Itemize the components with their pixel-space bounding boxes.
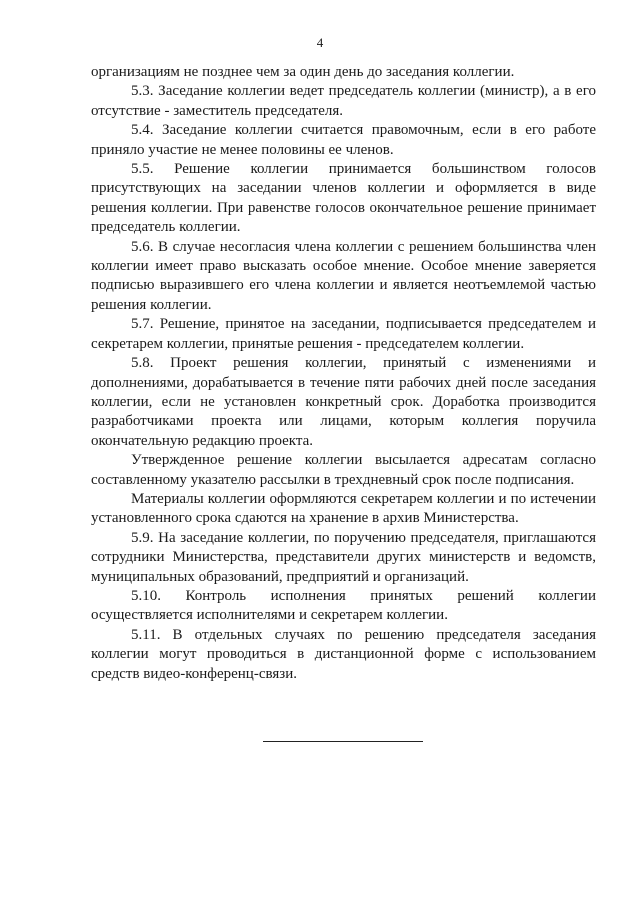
paragraph-5-3: 5.3. Заседание коллегии ведет председатель коллегии (министр), а в его отсутствие - заместитель председателя.	[91, 83, 596, 119]
document-body	[91, 63, 596, 684]
paragraph-approved-decision: Утвержденное решение коллегии высылается адресатам согласно составленному указателю рассылки в трехдневный срок после подписания.	[91, 452, 596, 488]
paragraph-continuation: организациям не позднее чем за один день до заседания коллегии.	[91, 64, 515, 80]
paragraph-5-5: 5.5. Решение коллегии принимается большинством голосов присутствующих на заседании членов коллегии и оформляется в виде решения коллегии. При равенстве голосов окончательное решение принимает председатель коллегии.	[91, 161, 596, 236]
paragraph-5-7: 5.7. Решение, принятое на заседании, подписывается председателем и секретарем коллегии, принятые решения - председателем коллегии.	[91, 316, 596, 352]
paragraph-5-10: 5.10. Контроль исполнения принятых решений коллегии осуществляется исполнителями и секретарем коллегии.	[91, 587, 596, 624]
paragraph-5-11: 5.11. В отдельных случаях по решению председателя заседания коллегии могут проводиться в дистанционной форме с использованием средств видео-конференц-связи.	[91, 626, 596, 682]
end-divider-line	[263, 741, 423, 742]
paragraph-materials: Материалы коллегии оформляются секретарем коллегии и по истечении установленного срока сдаются на хранение в архив Министерства.	[91, 490, 596, 527]
paragraph-5-9: 5.9. На заседание коллегии, по поручению председателя, приглашаются сотрудники Министерства, представители других министерств и ведомств, муниципальных образований, предприятий и организаций.	[91, 529, 596, 585]
page-number: 4	[316, 35, 324, 50]
paragraph-5-8: 5.8. Проект решения коллегии, принятый с изменениями и дополнениями, дорабатывается в течение пяти рабочих дней после заседания коллегии, если не установлен конкретный срок. Доработка производится разработчиками проекта или лицами, которым коллегия поручила окончательную редакцию проекта.	[91, 355, 596, 449]
paragraph-5-4: 5.4. Заседание коллегии считается правомочным, если в его работе приняло участие не менее половины ее членов.	[91, 122, 596, 158]
paragraph-5-6: 5.6. В случае несогласия члена коллегии с решением большинства член коллегии имеет право высказать особое мнение. Особое мнение заверяется подписью выразившего его члена коллегии и является неотъемлемой частью решения коллегии.	[91, 238, 596, 313]
